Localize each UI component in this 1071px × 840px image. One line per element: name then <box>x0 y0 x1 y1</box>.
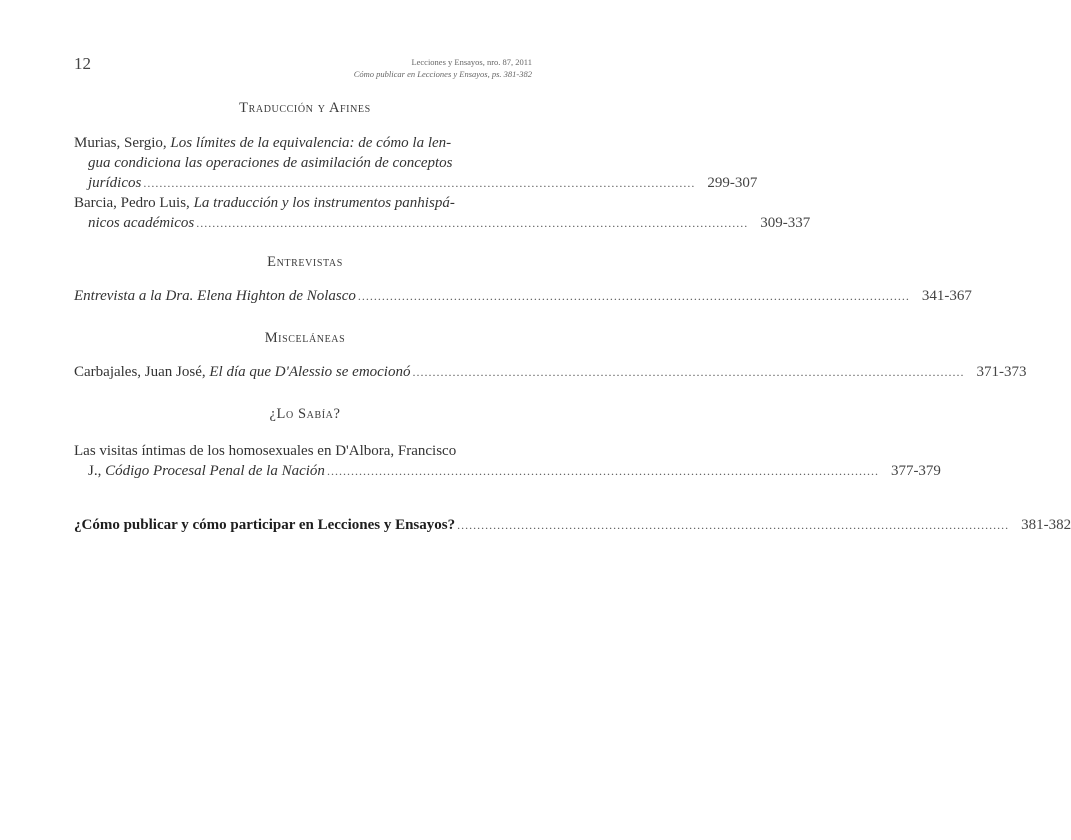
toc-entry-murias <box>74 133 758 193</box>
toc-entry-como-publicar <box>74 515 1071 535</box>
toc-entry-barcia <box>74 193 811 233</box>
entry-title-continued: jurídicos <box>88 175 142 191</box>
entry-title-continued: nicos académicos <box>88 215 195 231</box>
page-number: 12 <box>74 54 91 73</box>
dot-leader: .......................................................................................................................................... <box>457 518 1010 532</box>
dot-leader: .......................................................................................................................................... <box>412 365 965 379</box>
dot-leader: .......................................................................................................................................... <box>357 289 910 303</box>
entry-title-continued: gua condiciona las operaciones de asimilación de conceptos <box>88 155 453 171</box>
entry-title: La traducción y los instrumentos panhispá- <box>193 195 455 211</box>
entry-author: Barcia, Pedro Luis, <box>74 195 194 211</box>
entry-pages: 371-373 <box>976 364 1027 380</box>
toc-entry-carbajales <box>74 362 1027 382</box>
running-head-article: Cómo publicar en Lecciones y Ensayos, ps. 381-382 <box>353 69 532 79</box>
entry-pages: 341-367 <box>921 288 972 304</box>
entry-text: Las visitas íntimas de los homosexuales en D'Albora, Francisco <box>74 443 457 459</box>
entry-title: El día que D'Alessio se emocionó <box>209 364 411 380</box>
entry-title: Entrevista a la Dra. Elena Highton de Nolasco <box>74 288 356 304</box>
entry-pages: 299-307 <box>707 175 758 191</box>
section-title-lo-sabia: ¿Lo Sabía? <box>269 406 341 422</box>
section-title-traduccion: Traducción y Afines <box>239 100 371 116</box>
entry-author: Carbajales, Juan José, <box>74 364 210 380</box>
entry-title: Los límites de la equivalencia: de cómo la len- <box>170 135 452 151</box>
entry-title: Código Procesal Penal de la Nación <box>105 463 325 479</box>
dot-leader: .......................................................................................................................................... <box>326 464 879 478</box>
section-title-miscelaneas: Misceláneas <box>264 330 346 346</box>
section-title-entrevistas: Entrevistas <box>267 254 343 270</box>
entry-title-bold: ¿Cómo publicar y cómo participar en Lecciones y Ensayos? <box>74 517 456 533</box>
entry-pages: 381-382 <box>1021 517 1071 533</box>
dot-leader: .......................................................................................................................................... <box>143 176 696 190</box>
running-head-journal: Lecciones y Ensayos, nro. 87, 2011 <box>411 57 532 67</box>
entry-author: Murias, Sergio, <box>74 135 171 151</box>
dot-leader: .......................................................................................................................................... <box>196 216 749 230</box>
entry-author: J., <box>88 463 106 479</box>
toc-entry-entrevista <box>74 286 972 306</box>
entry-pages: 377-379 <box>890 463 941 479</box>
entry-pages: 309-337 <box>760 215 811 231</box>
running-head <box>354 56 532 80</box>
toc-entry-dalbora <box>74 441 941 481</box>
